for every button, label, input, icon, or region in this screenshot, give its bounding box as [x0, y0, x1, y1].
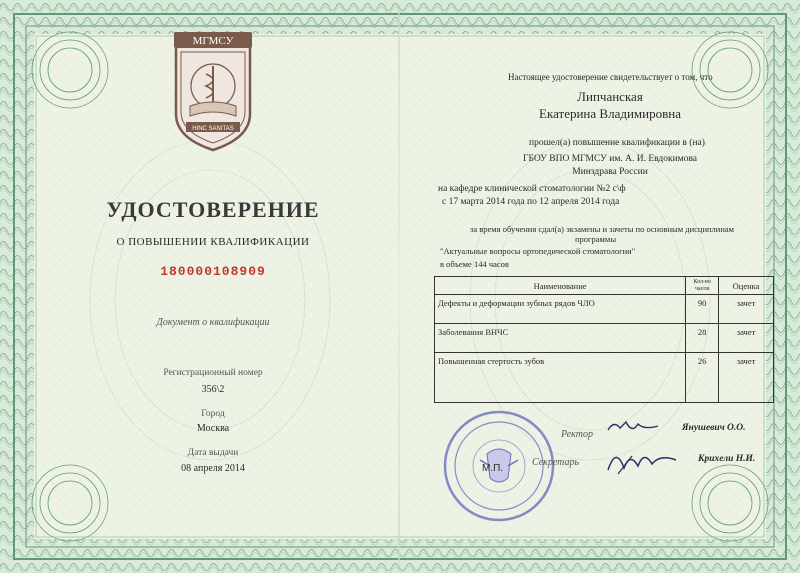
passed-text: прошел(а) повышение квалификации в (на): [529, 138, 705, 148]
intro-text: Настоящее удостоверение свидетельствует о том, что: [508, 72, 713, 82]
table-row: [435, 353, 774, 403]
row-grade: зачет: [719, 295, 774, 324]
serial-number: 180000108909: [160, 264, 266, 279]
city-label: Город: [201, 409, 225, 419]
center-fold: [398, 10, 400, 563]
program-volume: в объеме 144 часов: [440, 259, 509, 269]
emblem-motto: HINC SANITAS: [192, 126, 234, 132]
organization-line1: ГБОУ ВПО МГМСУ им. А. И. Евдокимова: [522, 154, 698, 164]
department-text: на кафедре клинической стоматологии №2 с\ф: [438, 184, 626, 194]
reg-number-value: 356\2: [201, 384, 225, 395]
row-hours: 90: [686, 295, 719, 324]
rector-signature: [604, 416, 664, 440]
certificate-subtitle: О ПОВЫШЕНИИ КВАЛИФИКАЦИИ: [116, 236, 310, 248]
organization-line2: Минздрава России: [572, 167, 648, 177]
row-grade: зачет: [719, 324, 774, 353]
row-discipline: Повышенная стертость зубов: [435, 353, 686, 403]
row-hours: 28: [686, 324, 719, 353]
table-header-row: [435, 277, 774, 295]
emblem-top-text: МГМСУ: [192, 35, 234, 47]
holder-name: Екатерина Владимировна: [539, 106, 681, 121]
university-emblem: [168, 26, 258, 156]
city-value: Москва: [196, 423, 230, 434]
rector-label: Ректор: [561, 429, 593, 440]
certificate-title: УДОСТОВЕРЕНИЕ: [106, 197, 320, 222]
secretary-signature: [604, 444, 680, 478]
program-title: "Актуальные вопросы ортопедической стоматологии": [440, 246, 636, 256]
col-header-name: Наименование: [435, 277, 686, 295]
secretary-label: Секретарь: [532, 457, 580, 468]
row-discipline: Заболевания ВНЧС: [435, 324, 686, 353]
row-hours: 26: [686, 353, 719, 403]
col-header-grade: Оценка: [719, 277, 774, 295]
table-row: [435, 295, 774, 324]
document-type: Документ о квалификации: [156, 317, 270, 328]
secretary-name: Крихели Н.И.: [698, 454, 756, 464]
issue-date-value: 08 апреля 2014: [181, 463, 245, 474]
table-row: [435, 324, 774, 353]
holder-surname: Липчанская: [577, 89, 643, 104]
disciplines-table: [434, 276, 774, 403]
row-discipline: Дефекты и деформации зубных рядов ЧЛО: [435, 295, 686, 324]
study-period: с 17 марта 2014 года по 12 апреля 2014 года: [442, 197, 620, 207]
col-header-hours: Кол-во часов: [686, 277, 719, 295]
exams-text-line2: программы: [575, 234, 617, 244]
rector-name: Янушевич О.О.: [682, 423, 746, 433]
exams-text-line1: за время обучения сдал(а) экзамены и зачеты по основным дисциплинам: [470, 224, 735, 234]
stamp-mark-text: М.П.: [482, 463, 504, 474]
issue-date-label: Дата выдачи: [187, 448, 239, 458]
reg-number-label: Регистрационный номер: [163, 368, 263, 378]
row-grade: зачет: [719, 353, 774, 403]
